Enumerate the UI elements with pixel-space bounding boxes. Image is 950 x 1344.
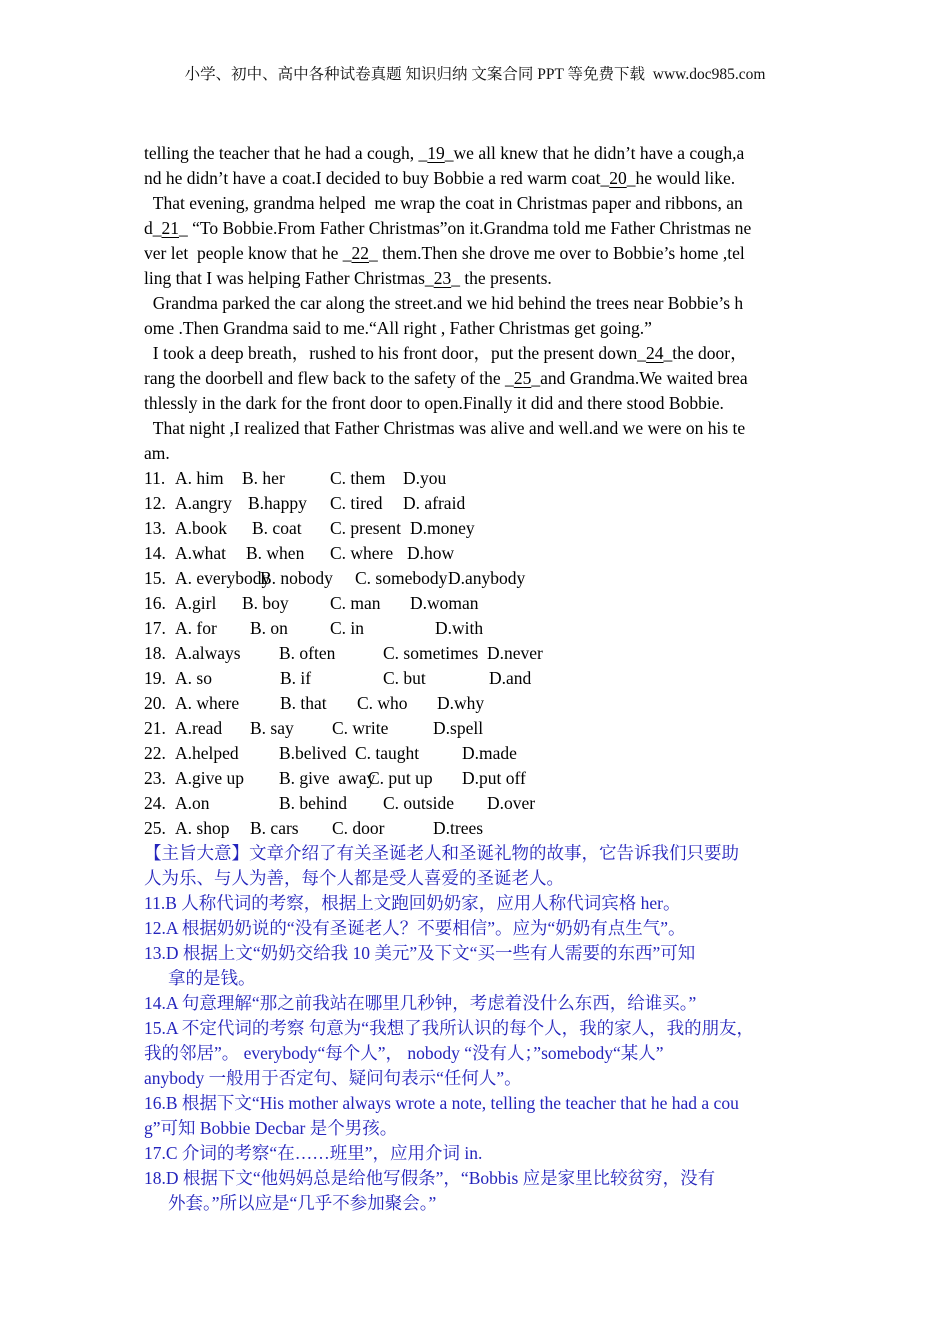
question-row bbox=[144, 466, 844, 491]
question-row bbox=[144, 541, 844, 566]
question-option: B.belived bbox=[279, 743, 347, 763]
question-row bbox=[144, 516, 844, 541]
analysis-line: 外套。”所以应是“几乎不参加聚会。” bbox=[168, 1193, 437, 1213]
question-option: D.trees bbox=[433, 818, 484, 838]
question-option: B. cars bbox=[250, 818, 299, 838]
question-option: A. where bbox=[175, 693, 240, 713]
question-row bbox=[144, 566, 844, 591]
question-number: 11. bbox=[144, 468, 166, 488]
question-option: A.always bbox=[175, 643, 241, 663]
question-option: D.you bbox=[403, 468, 447, 488]
question-number: 25. bbox=[144, 818, 166, 838]
question-number: 22. bbox=[144, 743, 166, 763]
question-option: A.girl bbox=[175, 593, 217, 613]
question-number: 21. bbox=[144, 718, 166, 738]
question-option: D.spell bbox=[433, 718, 484, 738]
question-option: C. sometimes bbox=[383, 643, 479, 663]
question-option: C. present bbox=[330, 518, 401, 538]
question-number: 20. bbox=[144, 693, 166, 713]
question-option: C. put up bbox=[368, 768, 433, 788]
question-option: A.on bbox=[175, 793, 210, 813]
passage-line: d_21_ “To Bobbie.From Father Christmas”on it.Grandma told me Father Christmas ne bbox=[144, 218, 752, 238]
question-option: B.happy bbox=[248, 493, 307, 513]
passage-line: Grandma parked the car along the street.and we hid behind the trees near Bobbie’s h bbox=[144, 293, 744, 313]
question-row bbox=[144, 666, 844, 691]
question-option: A.angry bbox=[175, 493, 232, 513]
question-number: 13. bbox=[144, 518, 166, 538]
question-option: D.how bbox=[407, 543, 455, 563]
question-option: D.money bbox=[410, 518, 475, 538]
question-option: B. boy bbox=[242, 593, 289, 613]
question-row bbox=[144, 741, 844, 766]
question-option: A. so bbox=[175, 668, 212, 688]
analysis-line: 12.A 根据奶奶说的“没有圣诞老人？不要相信”。应为“奶奶有点生气”。 bbox=[144, 918, 686, 938]
question-number: 15. bbox=[144, 568, 166, 588]
passage-line: telling the teacher that he had a cough, _19_we all knew that he didn’t have a cough,a bbox=[144, 143, 745, 163]
question-option: C. outside bbox=[383, 793, 454, 813]
question-option: A.read bbox=[175, 718, 223, 738]
question-option: C. man bbox=[330, 593, 381, 613]
question-number: 24. bbox=[144, 793, 166, 813]
question-option: A.helped bbox=[175, 743, 239, 763]
question-option: A. for bbox=[175, 618, 217, 638]
analysis-line: 14.A 句意理解“那之前我站在哪里几秒钟，考虑着没什么东西，给谁买。” bbox=[144, 993, 697, 1013]
site-header-text: 小学、初中、高中各种试卷真题 知识归纳 文案合同 PPT 等免费下载 www.doc985.com bbox=[184, 66, 766, 83]
passage-line: I took a deep breath，rushed to his front door，put the present down_24_the door， bbox=[144, 343, 748, 363]
passage-line: ling that I was helping Father Christmas_23_ the presents. bbox=[144, 268, 552, 288]
question-option: B. on bbox=[250, 618, 288, 638]
question-option: B. often bbox=[279, 643, 336, 663]
question-row bbox=[144, 816, 844, 841]
question-option: D. afraid bbox=[403, 493, 466, 513]
question-option: C. somebody bbox=[355, 568, 448, 588]
question-option: B. if bbox=[280, 668, 312, 688]
question-option: A.what bbox=[175, 543, 227, 563]
question-option: D.never bbox=[487, 643, 543, 663]
question-row bbox=[144, 691, 844, 716]
analysis-line: 我的邻居”。 everybody“每个人”， nobody “没有人；”somebody“某人” bbox=[144, 1043, 664, 1063]
question-number: 18. bbox=[144, 643, 166, 663]
analysis-line: 18.D 根据下文“他妈妈总是给他写假条”，“Bobbis 应是家里比较贫穷，没有 bbox=[144, 1168, 716, 1188]
question-option: B. give away bbox=[279, 768, 376, 788]
question-number: 14. bbox=[144, 543, 166, 563]
question-option: B. when bbox=[246, 543, 305, 563]
question-option: B. behind bbox=[279, 793, 348, 813]
question-option: C. door bbox=[332, 818, 385, 838]
question-option: D.made bbox=[462, 743, 517, 763]
cloze-passage bbox=[144, 141, 844, 466]
question-number: 16. bbox=[144, 593, 166, 613]
question-row bbox=[144, 716, 844, 741]
question-option: D.anybody bbox=[448, 568, 526, 588]
analysis-line: anybody 一般用于否定句、疑问句表示“任何人”。 bbox=[144, 1068, 522, 1088]
analysis-line: 17.C 介词的考察“在……班里”，应用介词 in. bbox=[144, 1143, 483, 1163]
question-option: A.give up bbox=[175, 768, 245, 788]
question-option: D.over bbox=[487, 793, 536, 813]
question-list bbox=[144, 466, 844, 841]
question-number: 17. bbox=[144, 618, 166, 638]
question-option: C. who bbox=[357, 693, 408, 713]
analysis-line: 【主旨大意】文章介绍了有关圣诞老人和圣诞礼物的故事，它告诉我们只要助 bbox=[144, 843, 739, 863]
question-option: C. but bbox=[383, 668, 426, 688]
analysis-line: 16.B 根据下文“His mother always wrote a note, telling the teacher that he had a cou bbox=[144, 1093, 739, 1113]
analysis-line: 拿的是钱。 bbox=[168, 968, 256, 988]
question-number: 19. bbox=[144, 668, 166, 688]
question-option: B. her bbox=[242, 468, 285, 488]
passage-line: That evening, grandma helped me wrap the coat in Christmas paper and ribbons, an bbox=[144, 193, 743, 213]
passage-line: rang the doorbell and flew back to the safety of the _25_and Grandma.We waited brea bbox=[144, 368, 748, 388]
question-option: C. where bbox=[330, 543, 394, 563]
question-number: 23. bbox=[144, 768, 166, 788]
question-option: A.book bbox=[175, 518, 228, 538]
question-option: D.woman bbox=[410, 593, 479, 613]
question-row bbox=[144, 641, 844, 666]
question-option: C. in bbox=[330, 618, 365, 638]
analysis-line: g”可知 Bobbie Decbar 是个男孩。 bbox=[144, 1118, 398, 1138]
document-content bbox=[144, 141, 844, 1216]
question-row bbox=[144, 591, 844, 616]
question-row bbox=[144, 616, 844, 641]
passage-line: thlessly in the dark for the front door to open.Finally it did and there stood Bobbie. bbox=[144, 393, 724, 413]
question-option: B. that bbox=[280, 693, 327, 713]
question-option: C. tired bbox=[330, 493, 383, 513]
question-number: 12. bbox=[144, 493, 166, 513]
question-option: C. write bbox=[332, 718, 389, 738]
question-option: A. shop bbox=[175, 818, 230, 838]
analysis-line: 15.A 不定代词的考察 句意为“我想了我所认识的每个人，我的家人，我的朋友， bbox=[144, 1018, 755, 1038]
passage-line: nd he didn’t have a coat.I decided to buy Bobbie a red warm coat_20_he would like. bbox=[144, 168, 736, 188]
passage-line: That night ,I realized that Father Christmas was alive and well.and we were on his te bbox=[144, 418, 746, 438]
question-option: C. them bbox=[330, 468, 386, 488]
question-option: B. coat bbox=[252, 518, 302, 538]
question-option: D.with bbox=[435, 618, 484, 638]
question-option: B. say bbox=[250, 718, 294, 738]
analysis-line: 13.D 根据上文“奶奶交给我 10 美元”及下文“买一些有人需要的东西”可知 bbox=[144, 943, 696, 963]
answer-analysis bbox=[144, 841, 844, 1216]
question-row bbox=[144, 491, 844, 516]
question-row bbox=[144, 791, 844, 816]
passage-line: ver let people know that he _22_ them.Then she drove me over to Bobbie’s home ,tel bbox=[144, 243, 745, 263]
question-row bbox=[144, 766, 844, 791]
question-option: B. nobody bbox=[260, 568, 333, 588]
analysis-line: 人为乐、与人为善，每个人都是受人喜爱的圣诞老人。 bbox=[144, 868, 564, 888]
passage-line: am. bbox=[144, 443, 170, 463]
passage-line: ome .Then Grandma said to me.“All right , Father Christmas get going.” bbox=[144, 318, 652, 338]
question-option: C. taught bbox=[355, 743, 420, 763]
question-option: A. everybody bbox=[175, 568, 271, 588]
question-option: D.put off bbox=[462, 768, 526, 788]
question-option: A. him bbox=[175, 468, 224, 488]
question-option: D.and bbox=[489, 668, 532, 688]
question-option: D.why bbox=[437, 693, 485, 713]
analysis-line: 11.B 人称代词的考察，根据上文跑回奶奶家，应用人称代词宾格 her。 bbox=[144, 893, 681, 913]
